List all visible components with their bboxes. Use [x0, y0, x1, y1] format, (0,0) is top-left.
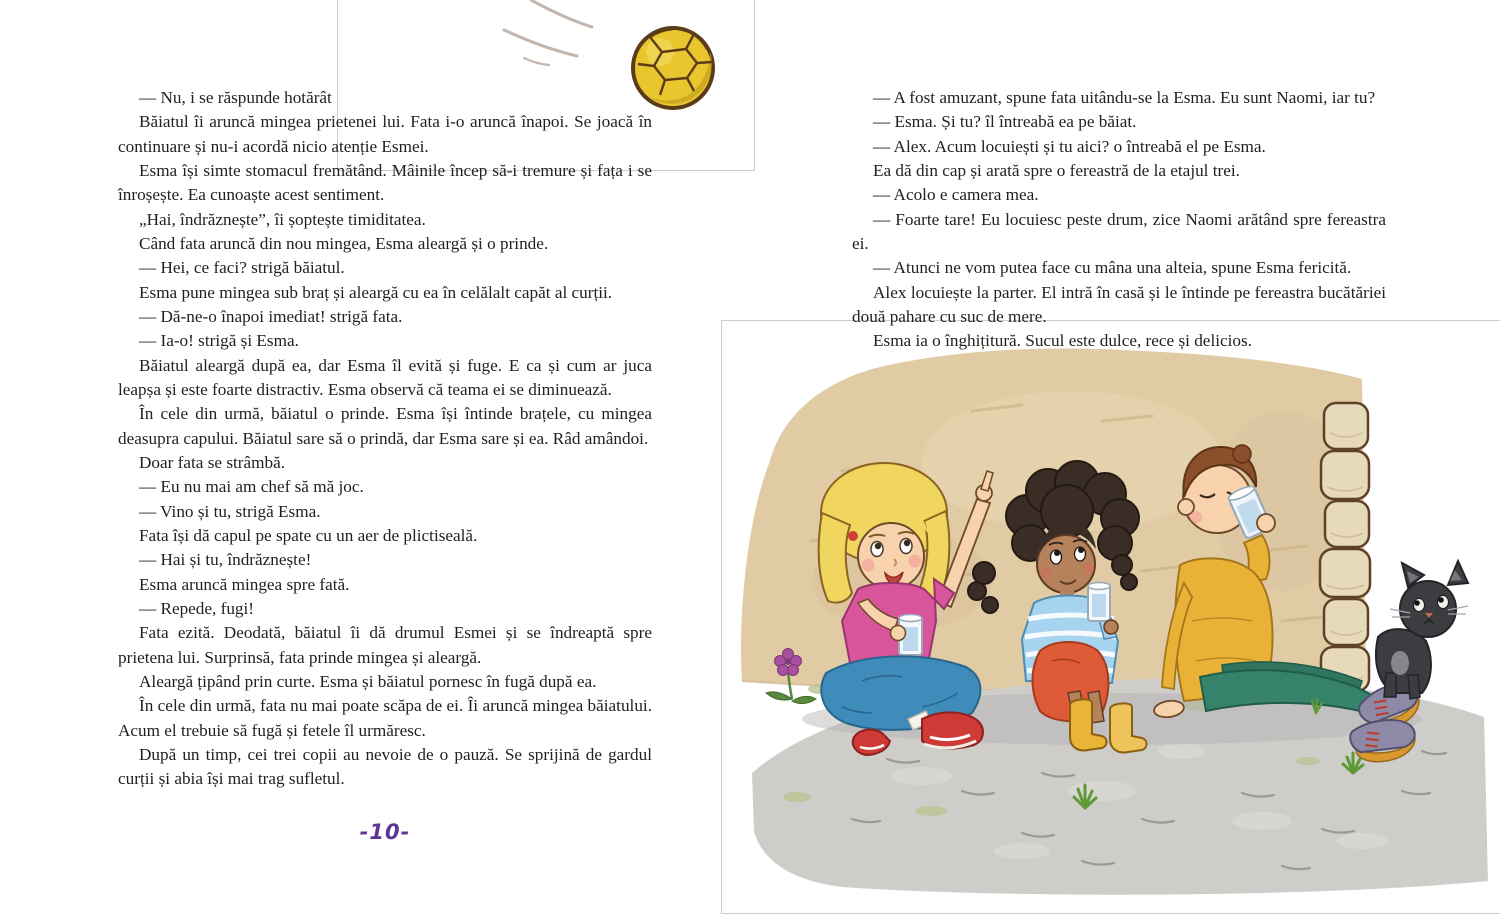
- scene-illustration: [722, 321, 1500, 913]
- paragraph: Băiatul aleargă după ea, dar Esma îl evită și fuge. E ca și cum ar juca leapșa și este foarte distractiv. Esma observă că teama ei se diminuează.: [118, 355, 652, 399]
- paragraph: Esma pune mingea sub braț și aleargă cu ea în celălalt capăt al curții.: [139, 282, 613, 302]
- paragraph: — Eu nu mai am chef să mă joc.: [139, 477, 364, 497]
- paragraph: Fata ezită. Deodată, băiatul îi dă drumul Esmei și se îndreaptă spre prietena lui. Surprinsă, fata prinde mingea și aleargă.: [118, 623, 652, 667]
- juice-cup: [1088, 583, 1110, 622]
- paragraph: — Alex. Acum locuiești și tu aici? o întreabă el pe Esma.: [873, 136, 1266, 156]
- paragraph: — Ia-o! strigă și Esma.: [139, 331, 299, 351]
- paragraph: Alex locuiește la parter. El intră în casă și le întinde pe fereastra bucătăriei două pahare cu suc de mere.: [852, 282, 1386, 326]
- motion-lines: [504, 0, 592, 65]
- paragraph: Aleargă țipând prin curte. Esma și băiatul pornesc în fugă după ea.: [139, 671, 597, 691]
- paragraph: — A fost amuzant, spune fata uitându-se la Esma. Eu sunt Naomi, iar tu?: [873, 88, 1376, 107]
- paragraph: Ea dă din cap și arată spre o fereastră de la etajul trei.: [873, 160, 1240, 180]
- paragraph: „Hai, îndrăznește”, îi șoptește timiditatea.: [139, 209, 426, 229]
- paragraph: — Hei, ce faci? strigă băiatul.: [139, 258, 345, 278]
- paragraph: — Vino și tu, strigă Esma.: [139, 501, 321, 521]
- paragraph: După un timp, cei trei copii au nevoie de o pauză. Se sprijină de gardul curții și abia își mai trag sufletul.: [118, 744, 652, 789]
- paragraph: — Dă-ne-o înapoi imediat! strigă fata.: [139, 306, 403, 326]
- hair-clip: [848, 531, 858, 541]
- paragraph: — Acolo e camera mea.: [873, 185, 1039, 205]
- paragraph: Esma aruncă mingea spre fată.: [139, 574, 350, 594]
- paragraph: Când fata aruncă din nou mingea, Esma aleargă și o prinde.: [139, 233, 549, 253]
- page-number: -10-: [359, 820, 411, 844]
- paragraph: — Esma. Și tu? îl întreabă ea pe băiat.: [873, 112, 1137, 132]
- paragraph: — Foarte tare! Eu locuiesc peste drum, zice Naomi arătând spre fereastra ei.: [852, 209, 1386, 253]
- paragraph: — Hai și tu, îndrăznește!: [139, 550, 312, 570]
- paragraph: Băiatul îi aruncă mingea prietenei lui. Fata i-o aruncă înapoi. Se joacă în continuare și nu-i acordă nicio atenție Esmei.: [118, 112, 652, 156]
- paragraph: În cele din urmă, fata nu mai poate scăpa de ei. Îi aruncă mingea băiatului. Acum el trebuie să fugă și fetele îl urmăresc.: [118, 696, 652, 740]
- paragraph: În cele din urmă, băiatul o prinde. Esma își întinde brațele, cu mingea deasupra capului. Băiatul sare să o prindă, dar Esma sare și ea. Râd amândoi.: [118, 404, 652, 448]
- black-cat: [1376, 561, 1468, 699]
- paragraph: — Atunci ne vom putea face cu mâna una alteia, spune Esma fericită.: [873, 258, 1352, 278]
- paragraph: Esma își simte stomacul fremătând. Mâinile încep să-i tremure și fața i se înroșește. Ea cunoaște acest sentiment.: [118, 160, 652, 205]
- paragraph: — Repede, fugi!: [139, 598, 255, 618]
- paragraph: Fata își dă capul pe spate cu un aer de plictiseală.: [139, 525, 478, 545]
- right-page-text: [852, 86, 1386, 354]
- paragraph: Esma ia o înghițitură. Sucul este dulce, rece și delicios.: [873, 331, 1252, 351]
- paragraph: Doar fata se strâmbă.: [139, 452, 286, 472]
- paragraph: — Nu, i se răspunde hotărât: [139, 88, 332, 107]
- scene-illustration-frame: [721, 320, 1500, 914]
- left-page-text: [118, 86, 652, 792]
